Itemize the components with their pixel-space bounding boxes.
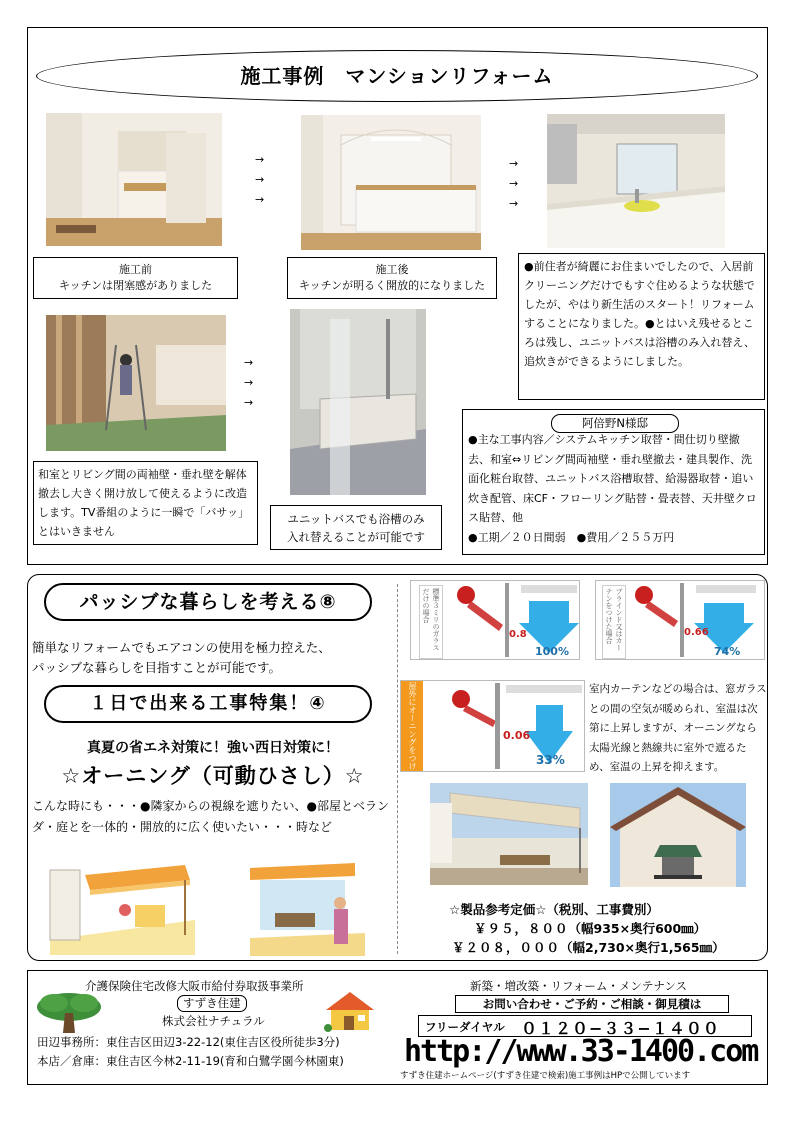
price-title: ☆製品参考定価☆（税別、工事費別） — [449, 902, 659, 917]
tree-icon — [34, 991, 104, 1035]
price-row-1: ￥９５，８００（幅935×奥行600㎜） — [474, 921, 707, 936]
caption-washitsu: 和室とリビング間の両袖壁・垂れ壁を解体撤去し大きく開け放して使えるように改造します。TV番組のように一瞬で「バサッ」とはいきません — [33, 461, 258, 545]
office-2: 本店／倉庫：東住吉区今林2-11-19(育和白鷺学園今林園東) — [37, 1054, 344, 1068]
photo-awning-terrace — [430, 783, 588, 885]
arrow-right-icon: → → → — [509, 157, 519, 210]
inquiry-label: お問い合わせ・ご予約・ご相談・御見積は — [455, 995, 729, 1013]
heat-diagram-awning — [386, 680, 585, 772]
passive-intro: 簡単なリフォームでもエアコンの使用を極力控えた、 パッシブな暮らしを目指すことが可能です。 — [32, 640, 331, 675]
footer-line1: 介護保険住宅改修大阪市給付券取扱事業所 — [85, 979, 304, 993]
freedial-label: フリーダイヤル — [425, 1020, 505, 1034]
product-name: ☆オーニング（可動ひさし）☆ — [61, 764, 365, 788]
photo-kitchen-after — [301, 115, 481, 250]
awning-illustration-2 — [245, 858, 370, 956]
heat-diagram-blind — [595, 580, 765, 660]
diagram-label: 標準３ミリのガラスだけの場合 — [419, 585, 443, 659]
period-cost: ●工期／２０日間弱 ●費用／２５５万円 — [468, 530, 675, 544]
caption-bath: ユニットバスでも浴槽のみ 入れ替えることが可能です — [270, 505, 442, 550]
catch-copy: 真夏の省エネ対策に！強い西日対策に！ — [87, 740, 339, 756]
heat-diagram-glass — [410, 580, 580, 660]
freedial-number: ０１２０−３３−１４００ — [521, 1019, 720, 1038]
caption-before: 施工前 キッチンは閉塞感がありました — [33, 257, 238, 299]
caption-after: 施工後 キッチンが明るく開放的になりました — [287, 257, 497, 299]
company-name: 株式会社ナチュラル — [162, 1014, 265, 1028]
arrow-right-icon: → → → — [244, 356, 254, 409]
brand-label: すずき住建 — [177, 995, 247, 1012]
lead-text: こんな時にも・・・●隣家からの視線を遮りたい、●部屋とベランダ・庭とを一体的・開放的に広く使いたい・・・時など — [32, 799, 389, 834]
photo-demolition — [46, 315, 226, 451]
photo-kitchen-counter — [547, 114, 725, 248]
description-box: ●前住者が綺麗にお住まいでしたので、入居前クリーニングだけでもすぐ住めるような状態でしたが、やはり新生活のスタート！リフォームすることになりました。●とはいえ残せるところは残し、ユニットバスは浴槽のみ入れ替え、追炊きができるようにしました。 — [518, 253, 765, 400]
services-text: 新築・増改築・リフォーム・メンテナンス — [470, 979, 688, 993]
factor-value: 0.8 — [509, 629, 527, 640]
passive-heading: パッシブな暮らしを考える⑧ — [44, 583, 372, 621]
price-row-2: ￥２０８，０００（幅2,730×奥行1,565㎜） — [452, 940, 725, 955]
house-icon — [322, 990, 378, 1032]
works-box: ●主な工事内容／システムキッチン取替・間仕切り壁撤去、和室⇔リビング間両袖壁・垂れ壁撤去・建具製作、洗面化粧台取替、ユニットバス浴槽取替、給湯器取替・追い炊き配管、床CF・フローリング貼替・畳表替、天井壁クロス貼替、他 ●工期／２０日間弱 ●費用／２５５万円 — [462, 409, 765, 555]
factor-value: 0.66 — [684, 627, 709, 638]
diagram-label: ブラインド又はカーテンをつけた場合 — [602, 585, 626, 659]
factor-value: 0.06 — [503, 729, 531, 742]
sub-heading: １日で出来る工事特集！④ — [44, 685, 372, 723]
title-oval — [36, 50, 758, 102]
photo-kitchen-before — [46, 113, 222, 246]
percent-value: 100% — [535, 645, 569, 658]
footer-note: すずき住建ホームページ(すずき住建で検索)施工事例はHPで公開しています — [400, 1071, 691, 1081]
explain-text: 室内カーテンなどの場合は、窓ガラスとの間の空気が暖められ、室温は次第に上昇しますが、オーニングなら太陽光線と熱線共に室外で遮るため、室温の上昇を抑えます。 — [589, 683, 767, 773]
photo-unit-bath — [290, 309, 426, 495]
diagram-label: 屋外にオーニングをつけた場合 — [401, 681, 423, 771]
awning-illustration-1 — [45, 855, 200, 955]
arrow-right-icon: → → → — [255, 153, 265, 206]
office-1: 田辺事務所：東住吉区田辺3-22-12(東住吉区役所徒歩3分) — [37, 1035, 340, 1049]
website-url[interactable]: http://www.33-1400.com — [404, 1034, 758, 1069]
client-label: 阿倍野N様邸 — [551, 414, 679, 433]
section-divider — [397, 584, 398, 954]
percent-value: 33% — [536, 753, 565, 767]
page-title: 施工事例 マンションリフォーム — [240, 64, 554, 88]
percent-value: 74% — [714, 645, 741, 658]
photo-awning-house — [610, 783, 746, 887]
